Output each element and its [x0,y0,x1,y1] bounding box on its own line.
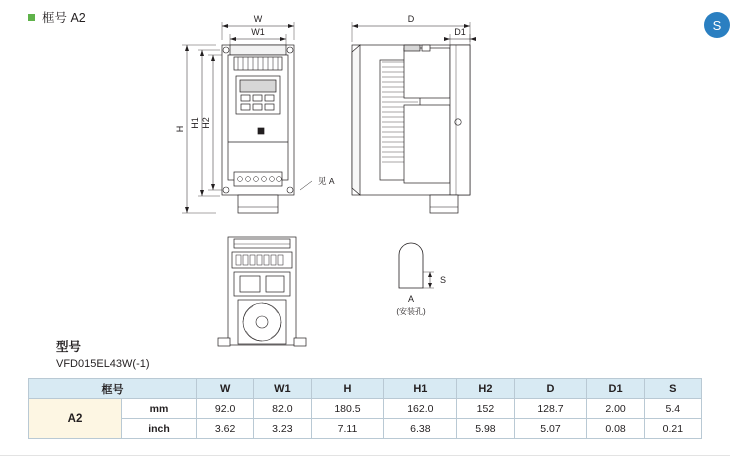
table-header-d: D [514,379,587,399]
table-header-w1: W1 [254,379,311,399]
table-row [29,399,702,419]
table-header-d1: D1 [587,379,644,399]
model-title: 型号 [56,340,82,354]
frame-heading-label: 框号 A2 [42,11,86,25]
table-cell-inch-h2: 5.98 [457,419,514,439]
table-cell-inch-s: 0.21 [644,419,701,439]
dim-label-h: H [175,125,185,133]
dim-label-w: W [253,14,263,24]
model-value: VFD015EL43W(-1) [56,358,150,370]
detail-label-a: A [407,294,415,304]
dim-label-w1: W1 [251,27,265,37]
dim-label-d: D [407,14,415,24]
table-header-row [29,379,702,399]
table-cell-mm-w: 92.0 [197,399,254,419]
table-cell-mm-s: 5.4 [644,399,701,419]
detail-caption: (安装孔) [396,307,426,316]
table-header-h2: H2 [457,379,514,399]
table-cell-mm-h1: 162.0 [384,399,457,419]
detail-note-label: 见 A [318,176,335,186]
table-cell-inch-h: 7.11 [311,419,384,439]
table-cell-mm-h: 180.5 [311,399,384,419]
table-header-h1: H1 [384,379,457,399]
table-cell-inch-w1: 3.23 [254,419,311,439]
scroll-indicator-label: S [712,17,722,33]
table-cell-mm-w1: 82.0 [254,399,311,419]
detail-label-s: S [440,275,447,285]
table-cell-unit-mm: mm [122,399,197,419]
table-cell-mm-d1: 2.00 [587,399,644,419]
dimensions-table [28,378,702,439]
table-cell-inch-w: 3.62 [197,419,254,439]
table-cell-unit-inch: inch [122,419,197,439]
table-header-frame: 框号 [29,379,197,399]
table-cell-inch-d1: 0.08 [587,419,644,439]
table-cell-inch-h1: 6.38 [384,419,457,439]
bottom-divider [0,455,730,456]
table-header-w: W [197,379,254,399]
table-cell-inch-d: 5.07 [514,419,587,439]
table-cell-frame: A2 [29,399,122,439]
table-header-s: S [644,379,701,399]
table-header-h: H [311,379,384,399]
model-block [56,337,150,370]
dim-label-d1: D1 [454,27,466,37]
table-cell-mm-d: 128.7 [514,399,587,419]
table-row [29,419,702,439]
table-cell-mm-h2: 152 [457,399,514,419]
dim-label-h1: H1 [190,117,200,129]
dim-label-h2: H2 [201,117,211,129]
